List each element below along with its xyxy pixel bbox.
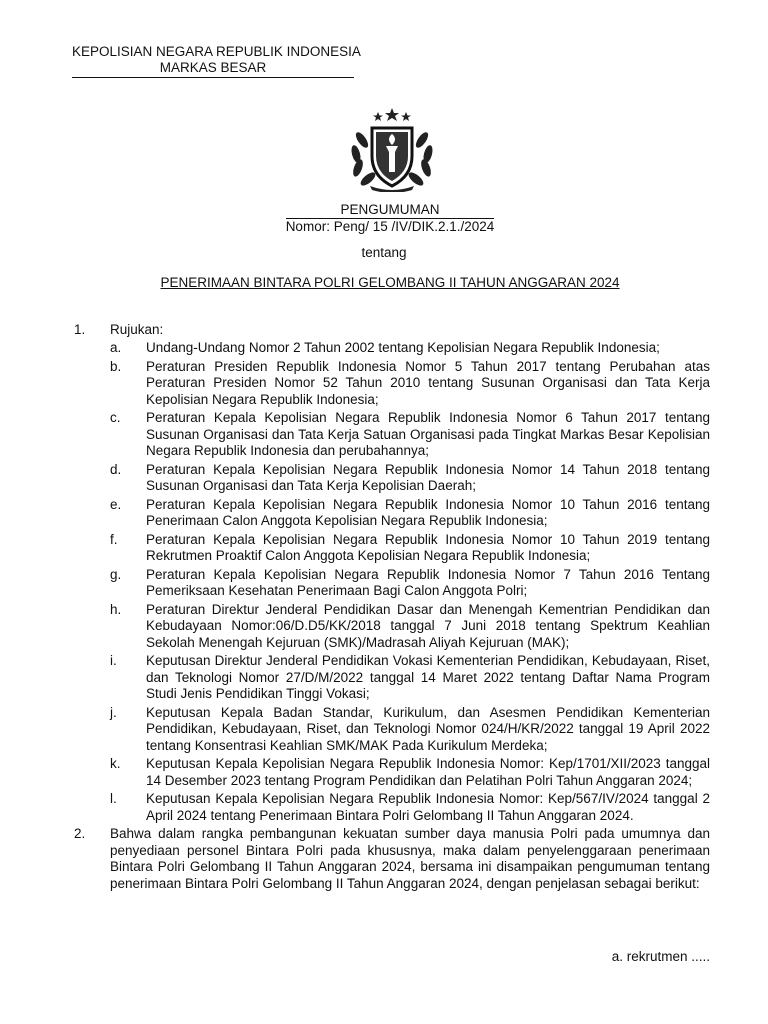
reference-letter: l. bbox=[110, 791, 117, 806]
reference-letter: d. bbox=[110, 461, 122, 477]
reference-letter: g. bbox=[110, 566, 122, 582]
reference-item bbox=[74, 653, 710, 703]
section-number: 1. bbox=[74, 322, 86, 337]
reference-item bbox=[74, 567, 710, 600]
org-unit: MARKAS BESAR bbox=[72, 60, 354, 78]
polri-emblem-icon bbox=[342, 106, 442, 192]
reference-text: Peraturan Kepala Kepolisian Negara Republik Indonesia Nomor 14 Tahun 2018 tentang Susunan Organisasi dan Tata Kerja Kepolisian Daerah; bbox=[146, 461, 710, 493]
reference-item bbox=[74, 602, 710, 652]
reference-letter: f. bbox=[110, 531, 118, 547]
reference-item bbox=[74, 532, 710, 565]
reference-letter: j. bbox=[110, 704, 117, 720]
reference-text: Keputusan Kepala Kepolisian Negara Republik Indonesia Nomor: Kep/567/IV/2024 tanggal 2 April 2024 tentang Penerimaan Bintara Polri Gelombang II Tahun Anggaran 2024. bbox=[146, 791, 710, 823]
announcement-subject bbox=[0, 275, 768, 290]
section-number: 2. bbox=[74, 826, 86, 841]
organization-header bbox=[72, 44, 361, 78]
page-continuation: a. rekrutmen ..... bbox=[611, 949, 710, 964]
reference-letter: k. bbox=[110, 756, 121, 771]
reference-item bbox=[74, 462, 710, 495]
reference-item bbox=[74, 705, 710, 755]
reference-letter: h. bbox=[110, 601, 122, 617]
reference-item bbox=[74, 359, 710, 409]
reference-text: Undang-Undang Nomor 2 Tahun 2002 tentang Kepolisian Negara Republik Indonesia; bbox=[146, 340, 660, 355]
reference-text: Keputusan Direktur Jenderal Pendidikan Vokasi Kementerian Pendidikan, Kebudayaan, Riset, dan Teknologi Nomor 27/D/M/2022 tanggal 14 Maret 2022 tentang Daftar Nama Program Studi Jenis Pendidikan Tinggi Vokasi; bbox=[146, 653, 710, 701]
reference-item bbox=[74, 340, 710, 357]
org-name: KEPOLISIAN NEGARA REPUBLIK INDONESIA bbox=[72, 44, 361, 59]
section-heading: Rujukan: bbox=[110, 322, 164, 337]
reference-text: Peraturan Kepala Kepolisian Negara Republik Indonesia Nomor 10 Tahun 2019 tentang Rekrutmen Proaktif Calon Anggota Kepolisian Negara Republik Indonesia; bbox=[146, 531, 710, 563]
reference-text: Peraturan Kepala Kepolisian Negara Republik Indonesia Nomor 10 Tahun 2016 tentang Penerimaan Calon Anggota Kepolisian Negara Republik Indonesia; bbox=[146, 496, 710, 528]
announcement-number: Nomor: Peng/ 15 /IV/DIK.2.1./2024 bbox=[285, 219, 495, 234]
section-1 bbox=[74, 322, 710, 824]
section-paragraph: Bahwa dalam rangka pembangunan kekuatan sumber daya manusia Polri pada umumnya dan penyediaan personel Bintara Polri pada khususnya, maka dalam penyelenggaraan penerimaan Bintara Polri Gelombang II Tahun Anggaran 2024, bersama ini disampaikan pengumuman tentang penerimaan Bintara Polri Gelombang II Tahun Anggaran 2024, dengan penjelasan sebagai berikut: bbox=[110, 826, 710, 891]
announcement-title bbox=[0, 202, 768, 235]
reference-text: Peraturan Kepala Kepolisian Negara Republik Indonesia Nomor 7 Tahun 2016 Tentang Pemeriksaan Kesehatan Penerimaan Bagi Calon Anggota Polri; bbox=[146, 566, 710, 598]
reference-item bbox=[74, 497, 710, 530]
reference-letter: i. bbox=[110, 653, 117, 668]
document-body bbox=[74, 322, 710, 892]
reference-letter: a. bbox=[110, 340, 122, 355]
announcement-heading: PENGUMUMAN bbox=[286, 202, 495, 219]
reference-item bbox=[74, 756, 710, 789]
reference-text: Keputusan Kepala Kepolisian Negara Republik Indonesia Nomor: Kep/1701/XII/2023 tanggal 14 Desember 2023 tentang Program Pendidikan dan Pelatihan Polri Tahun Anggaran 2024; bbox=[146, 756, 710, 788]
reference-text: Keputusan Kepala Badan Standar, Kurikulum, dan Asesmen Pendidikan Kementerian Pendidikan, Kebudayaan, Riset, dan Teknologi Nomor 024/H/KR/2022 tanggal 19 April 2022 tentang Konsentrasi Keahlian SMK/MAK Pada Kurikulum Merdeka; bbox=[146, 704, 710, 753]
about-label: tentang bbox=[361, 245, 407, 260]
reference-letter: e. bbox=[110, 496, 122, 512]
reference-letter: b. bbox=[110, 358, 122, 374]
section-2 bbox=[74, 826, 710, 892]
reference-item bbox=[74, 791, 710, 824]
reference-text: Peraturan Presiden Republik Indonesia Nomor 5 Tahun 2017 tentang Perubahan atas Peraturan Presiden Nomor 52 Tahun 2010 tentang Susunan Organisasi dan Tata Kerja Kepolisian Negara Republik Indonesia; bbox=[146, 358, 710, 407]
reference-letter: c. bbox=[110, 410, 121, 425]
reference-text: Peraturan Direktur Jenderal Pendidikan Dasar dan Menengah Kementrian Pendidikan dan Kebudayaan Nomor:06/D.D5/KK/2018 tanggal 7 Juni 2018 tentang Spektrum Keahlian Sekolah Menengah Kejuruan (SMK)/Madrasah Aliyah Kejuruan (MAK); bbox=[146, 601, 710, 650]
subject-text: PENERIMAAN BINTARA POLRI GELOMBANG II TAHUN ANGGARAN 2024 bbox=[160, 275, 620, 290]
reference-text: Peraturan Kepala Kepolisian Negara Republik Indonesia Nomor 6 Tahun 2017 tentang Susunan Organisasi dan Tata Kerja Satuan Organisasi pada Tingkat Markas Besar Kepolisian Negara Republik Indonesia dan perubahannya; bbox=[146, 410, 710, 458]
reference-item bbox=[74, 410, 710, 460]
